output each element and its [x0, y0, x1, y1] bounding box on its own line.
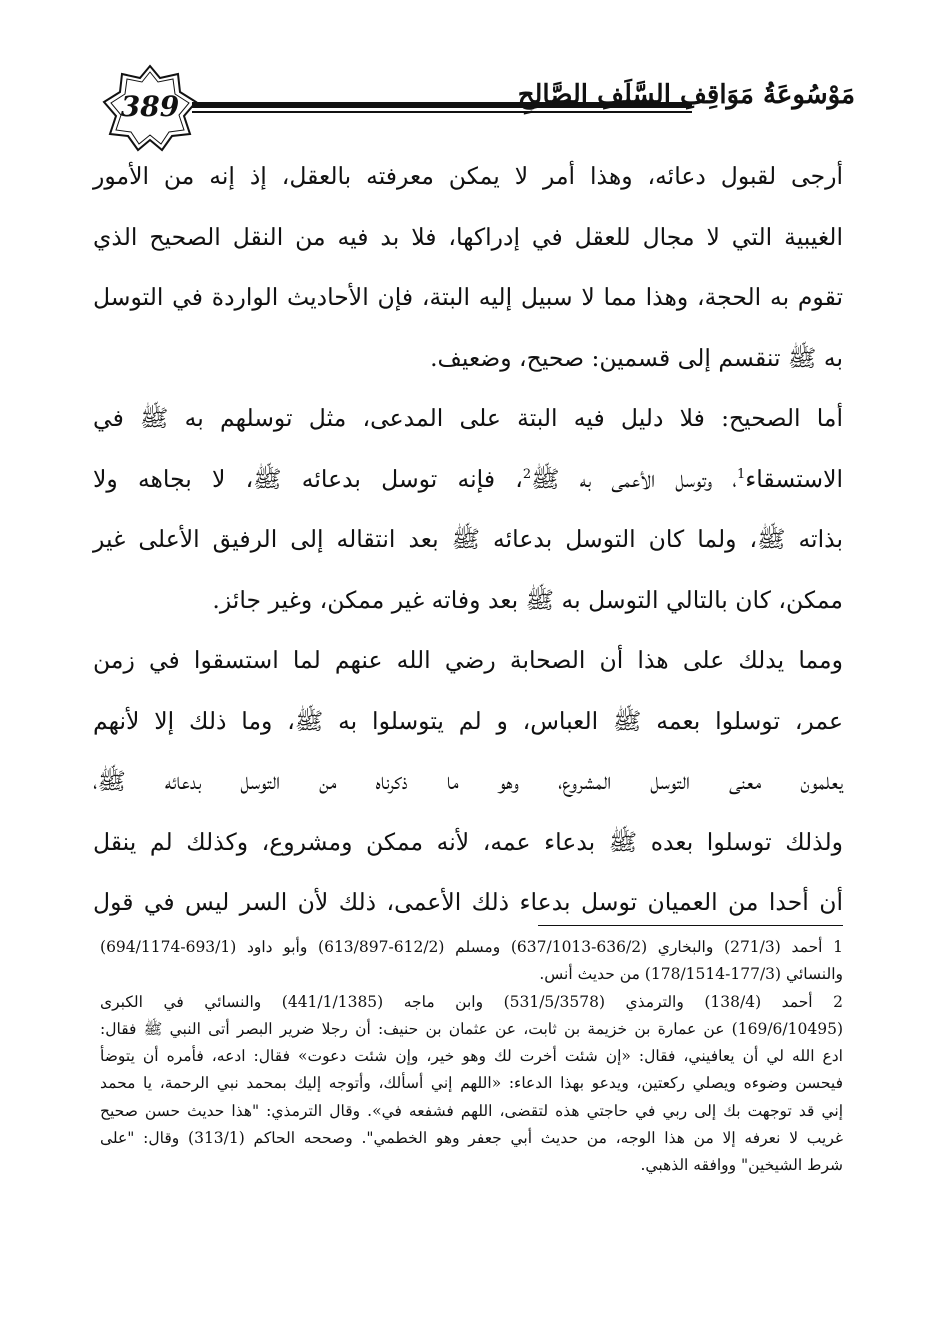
footnote-ref-1[interactable]: 1 [736, 466, 746, 482]
body-line: الغيبية التي لا مجال للعقل في إدراكها، فلا بد فيه من النقل الصحيح الذي [93, 222, 843, 251]
body-text-run: ، فإنه توسل بدعائه ﷺ، لا بجاهه ولا [93, 464, 523, 493]
footnote-line: 2 أحمد (138/4) والترمذي (531/5/3578) وابن ماجه (441/1/1385) والنسائي في الكبرى [100, 992, 844, 1011]
main-text [93, 146, 843, 933]
footnote-line: (169/6/10495) عن عمارة بن خزيمة بن ثابت، عن عثمان بن حنيف: أن رجلا ضرير البصر أتى النبي ﷺ فقال: [100, 1019, 843, 1038]
footnote-line: ادع الله لي أن يعافيني، فقال: «إن شئت أخرت لك وهو خير، وإن شئت دعوت» فقال: ادعه، فأمره أن يتوضأ [100, 1047, 843, 1066]
footnote-line: فيحسن وضوءه ويصلي ركعتين، ويدعو بهذا الدعاء: «اللهم إني أسألك، وأتوجه إليك بمحمد نبي الرحمة، يا محمد [100, 1074, 843, 1093]
footnote-line: 1 أحمد (271/3) والبخاري (636/2-637/1013) ومسلم (612/2-613/897) وأبو داود (693/1-694/1174) [100, 938, 843, 956]
footnote-separator [538, 925, 843, 926]
footnotes [100, 934, 843, 1180]
body-line: بذاته ﷺ، ولما كان التوسل بدعائه ﷺ بعد انتقاله إلى الرفيق الأعلى غير [93, 525, 843, 553]
body-line: أرجى لقبول دعائه، وهذا أمر لا يمكن معرفته بالعقل، إذ إنه من الأمور [93, 162, 843, 190]
series-title: مَوْسُوعَةُ مَوَاقِفِ السَّلَفِ الصَّالِحِ [517, 80, 855, 110]
body-line: به ﷺ تنقسم إلى قسمين: صحيح، وضعيف. [430, 343, 843, 372]
body-text-run: ، وتوسل الأعمى به ﷺ [531, 464, 737, 493]
body-line: يعلمون معنى التوسل المشروع، وهو ما ذكرناه من التوسل بدعائه ﷺ، [93, 767, 843, 795]
body-line: ولذلك توسلوا بعده ﷺ بدعاء عمه، لأنه ممكن ومشروع، وكذلك لم ينقل [93, 827, 843, 856]
page-number-badge [100, 62, 200, 154]
footnote-line: غريب لا نعرفه إلا من هذا الوجه، من حديث أبي جعفر وهو الخطمي". وصححه الحاكم (313/1) وقال: "على [100, 1129, 843, 1148]
body-line [93, 449, 843, 510]
body-text-run: الاستسقاء [745, 464, 843, 493]
body-line: ومما يدلك على هذا أن الصحابة رضي الله عنهم لما استسقوا في زمن [93, 646, 843, 674]
footnote-line: شرط الشيخين" ووافقه الذهبي. [640, 1156, 843, 1175]
footnote-line: والنسائي (177/3-178/1514) من حديث أنس. [539, 965, 843, 984]
body-line: أن أحدا من العميان توسل بدعاء ذلك الأعمى، ذلك لأن السر ليس في قول [93, 888, 843, 916]
page-number: 389 [120, 90, 180, 123]
body-line: تقوم به الحجة، وهذا مما لا سبيل إليه البتة، فإن الأحاديث الواردة في التوسل [93, 283, 843, 311]
footnote-ref-2[interactable]: 2 [522, 466, 532, 482]
body-line: ممكن، كان بالتالي التوسل به ﷺ بعد وفاته غير ممكن، وغير جائز. [212, 585, 843, 614]
footnote-line: إني قد توجهت بك إلى ربي في حاجتي هذه لتقضى، اللهم فشفعه في». وقال الترمذي: "هذا حديث حسن صحيح [100, 1101, 843, 1120]
body-line: عمر، توسلوا بعمه ﷺ العباس، و لم يتوسلوا به ﷺ، وما ذلك إلا لأنهم [93, 706, 843, 735]
body-line: أما الصحيح: فلا دليل فيه البتة على المدعى، مثل توسلهم به ﷺ في [93, 404, 843, 432]
